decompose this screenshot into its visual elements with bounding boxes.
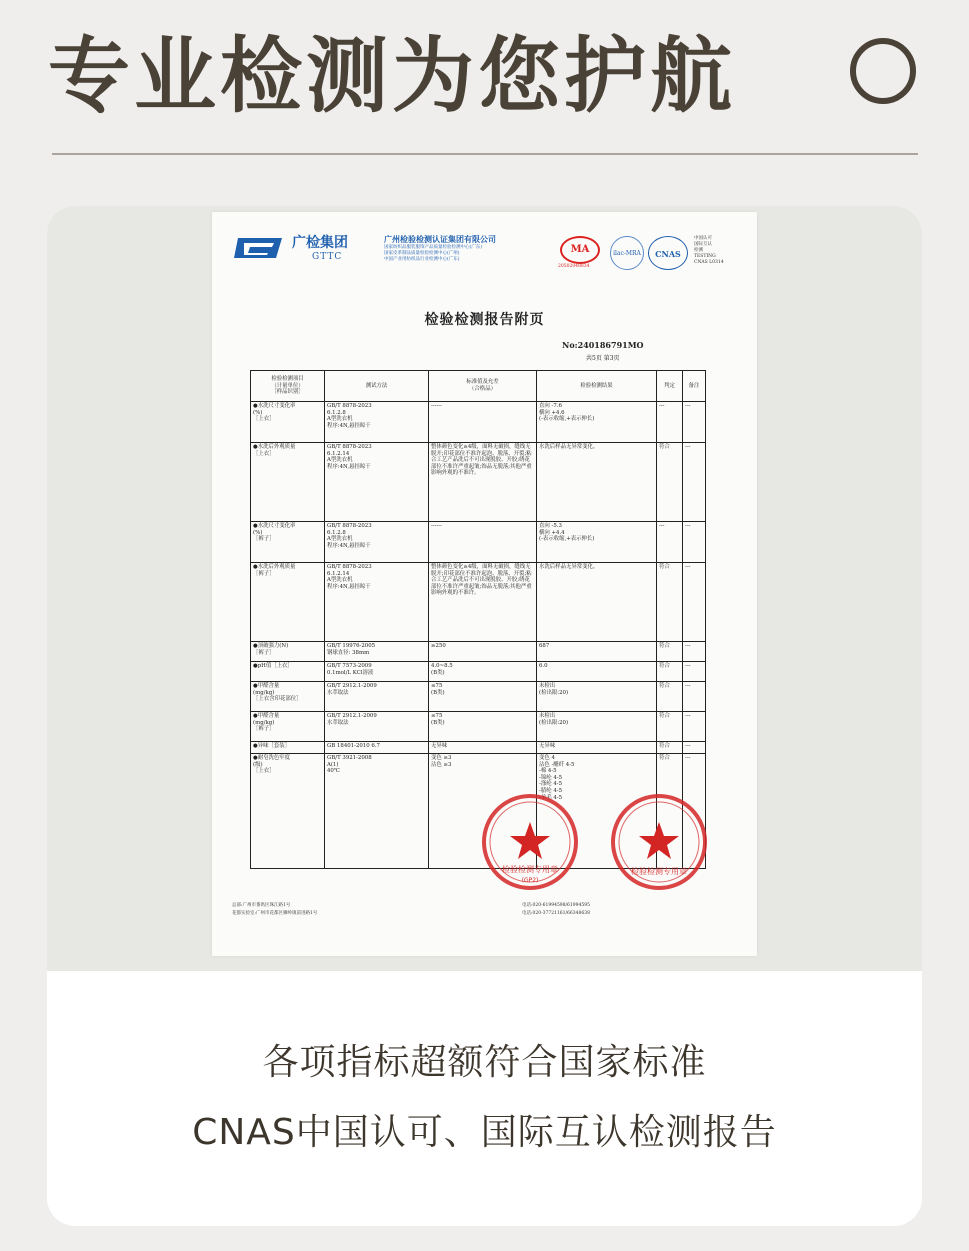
table-cell: --- (683, 742, 706, 754)
table-cell: 687 (537, 642, 657, 662)
test-report-document (212, 212, 757, 956)
table-cell: GB/T 3921-2008 A(1) 40℃ (325, 754, 429, 869)
column-header: 判定 (657, 371, 683, 402)
table-cell: ●耐皂洗色牢度 (级) ［上衣］ (251, 754, 325, 869)
table-cell: --- (683, 522, 706, 563)
table-header-row (251, 371, 706, 402)
org-sub-line: 中国产业用纺织品行业检测中心(广东) (384, 257, 460, 262)
org-sub-line: 国家皮革制品质量检验检测中心(广州) (384, 251, 460, 256)
cnas-accreditation-note: 中国认可 国际互认 检测 TESTING CNAS L0314 (694, 236, 724, 265)
caption-line-1: 各项指标超额符合国家标准 (262, 1042, 707, 1083)
report-card (47, 206, 922, 1226)
table-cell: GB/T 8878-2023 6.1.2.8 A型洗衣机 程序:4N,悬挂晾干 (325, 402, 429, 443)
table-cell: ●水洗后外观质量 ［上衣］ (251, 443, 325, 522)
table-cell: --- (683, 682, 706, 712)
table-cell: 变色 4 沾色 -醋纤 4-5 -棉 4-5 -锦纶 4-5 -涤纶 4-5 -腈纶 4-5 -羊毛 4-5 (537, 754, 657, 869)
cma-code: 20502048834 (558, 264, 590, 269)
table-cell: ≥250 (429, 642, 537, 662)
page-title: 专业检测为您护航 (48, 29, 737, 124)
table-cell: 水洗后样品无异常变化。 (537, 443, 657, 522)
table-row (251, 563, 706, 642)
footer-address: 总部:广州市番禺区珠江路1号 (232, 903, 291, 908)
table-cell: 直向 -5.3 横向 +4.4 (-表示收缩,+表示伸长) (537, 522, 657, 563)
seal-text: 检验检测专用章 (631, 867, 687, 876)
footer-phone: 电话:020-37721161/66348638 (522, 911, 590, 916)
table-row (251, 642, 706, 662)
table-cell: ≤75 (B类) (429, 712, 537, 742)
org-sub-names (384, 245, 482, 263)
table-cell: 水洗后样品无异常变化。 (537, 563, 657, 642)
table-row (251, 402, 706, 443)
table-cell: --- (683, 642, 706, 662)
table-cell: ------ (429, 522, 537, 563)
table-cell: --- (683, 402, 706, 443)
column-header: 标准值及允差 （合格品） (429, 371, 537, 402)
report-image-area (47, 206, 922, 971)
table-cell: 直向 -7.6 横向 +4.6 (-表示收缩,+表示伸长) (537, 402, 657, 443)
table-cell: ------ (429, 402, 537, 443)
table-cell: 符合 (657, 642, 683, 662)
table-cell: 符合 (657, 662, 683, 682)
report-title: 检验检测报告附页 (424, 312, 545, 328)
table-cell: 6.0 (537, 662, 657, 682)
table-cell: 符合 (657, 682, 683, 712)
table-cell: 符合 (657, 712, 683, 742)
table-cell: 符合 (657, 443, 683, 522)
report-pages: 共5页 第3页 (586, 355, 620, 362)
table-cell: GB/T 8878-2023 6.1.2.14 A型洗衣机 程序:4N,悬挂晾干 (325, 563, 429, 642)
table-cell: 整体颜色变化≥4级，面料无破损，缝线无脱开;印花部位不准许起泡、脱落、开裂;粘合工艺产品洗后不可出现脱胶、开胶;绣花部位不准许严重起皱;饰品无脱落;其他严重影响外观的不准许。 (429, 563, 537, 642)
header-divider (52, 153, 918, 155)
table-cell: GB/T 19976-2005 钢球直径: 38mm (325, 642, 429, 662)
seal-text: 检验检测专用章 (502, 865, 558, 874)
org-short-name: 广检集团 (292, 235, 348, 251)
cma-mark-icon: MA (560, 236, 600, 264)
org-english-name: GTTC (312, 252, 343, 262)
table-cell: GB/T 8878-2023 6.1.2.8 A型洗衣机 程序:4N,悬挂晾干 (325, 522, 429, 563)
footer-address: 花都实验室:广州市花都区狮岭镇前进路1号 (232, 911, 318, 916)
table-cell: ●pH值［上衣］ (251, 662, 325, 682)
table-cell: 符合 (657, 742, 683, 754)
column-header: 检验检测项目 （计量单位） ［样品识别］ (251, 371, 325, 402)
table-row (251, 742, 706, 754)
table-row (251, 682, 706, 712)
table-row (251, 712, 706, 742)
table-cell: --- (683, 712, 706, 742)
table-cell: GB/T 8878-2023 6.1.2.14 A型洗衣机 程序:4N,悬挂晾干 (325, 443, 429, 522)
footer-phone: 电话:020-61994598/61994595 (522, 903, 590, 908)
table-cell: ●甲醛含量 (mg/kg) ［上衣含印花部位］ (251, 682, 325, 712)
table-cell: GB 18401-2010 6.7 (325, 742, 429, 754)
gttc-logo-icon (234, 234, 286, 262)
table-cell: ●甲醛含量 (mg/kg) ［裤子］ (251, 712, 325, 742)
table-cell: --- (683, 563, 706, 642)
table-cell: ●顶破强力(N) ［裤子］ (251, 642, 325, 662)
table-cell: 整体颜色变化≥4级，面料无破损，缝线无脱开;印花部位不准许起泡、脱落、开裂;粘合工艺产品洗后不可出现脱胶、开胶;绣花部位不准许严重起皱;饰品无脱落;其他严重影响外观的不准许。 (429, 443, 537, 522)
table-cell: ●水洗后外观质量 ［裤子］ (251, 563, 325, 642)
org-full-name: 广州检验检测认证集团有限公司 (384, 234, 496, 244)
table-cell: ≤75 (B类) (429, 682, 537, 712)
table-cell: --- (683, 754, 706, 869)
column-header: 检验检测结果 (537, 371, 657, 402)
table-cell: GB/T 7573-2009 0.1mol/L KCl溶液 (325, 662, 429, 682)
table-cell: 无异味 (429, 742, 537, 754)
table-cell: --- (683, 662, 706, 682)
seal-code: (GP2) (521, 877, 539, 884)
table-cell: 符合 (657, 563, 683, 642)
table-cell: GB/T 2912.1-2009 水萃取法 (325, 682, 429, 712)
table-cell: ●水洗尺寸变化率 (%) ［上衣］ (251, 402, 325, 443)
inspection-seal-icon (480, 792, 580, 892)
table-cell: --- (657, 402, 683, 443)
table-cell: 未检出 (检出限:20) (537, 712, 657, 742)
org-sub-line: 国家纺织品服装服饰产品质量检验检测中心(广东) (384, 245, 483, 250)
table-cell: 未检出 (检出限:20) (537, 682, 657, 712)
table-cell: GB/T 2912.1-2009 水萃取法 (325, 712, 429, 742)
table-cell: --- (683, 443, 706, 522)
cnas-mark-icon: CNAS (648, 236, 688, 270)
table-cell: 4.0~8.5 (B类) (429, 662, 537, 682)
column-header: 测试方法 (325, 371, 429, 402)
ilac-mra-mark-icon: ilac-MRA (610, 236, 644, 270)
table-row (251, 443, 706, 522)
table-cell: ●水洗尺寸变化率 (%) ［裤子］ (251, 522, 325, 563)
column-header: 备注 (683, 371, 706, 402)
table-cell: 符合 (657, 754, 683, 869)
caption-line-2: CNAS中国认可、国际互认检测报告 (192, 1112, 777, 1153)
table-row (251, 522, 706, 563)
table-cell: ●异味［套装］ (251, 742, 325, 754)
table-cell: --- (657, 522, 683, 563)
circle-icon (850, 38, 916, 104)
table-cell: 无异味 (537, 742, 657, 754)
table-row (251, 662, 706, 682)
table-cell: 变色 ≥3 沾色 ≥3 (429, 754, 537, 869)
report-number: No:240186791MO (562, 340, 644, 350)
inspection-seal-icon (609, 792, 709, 892)
